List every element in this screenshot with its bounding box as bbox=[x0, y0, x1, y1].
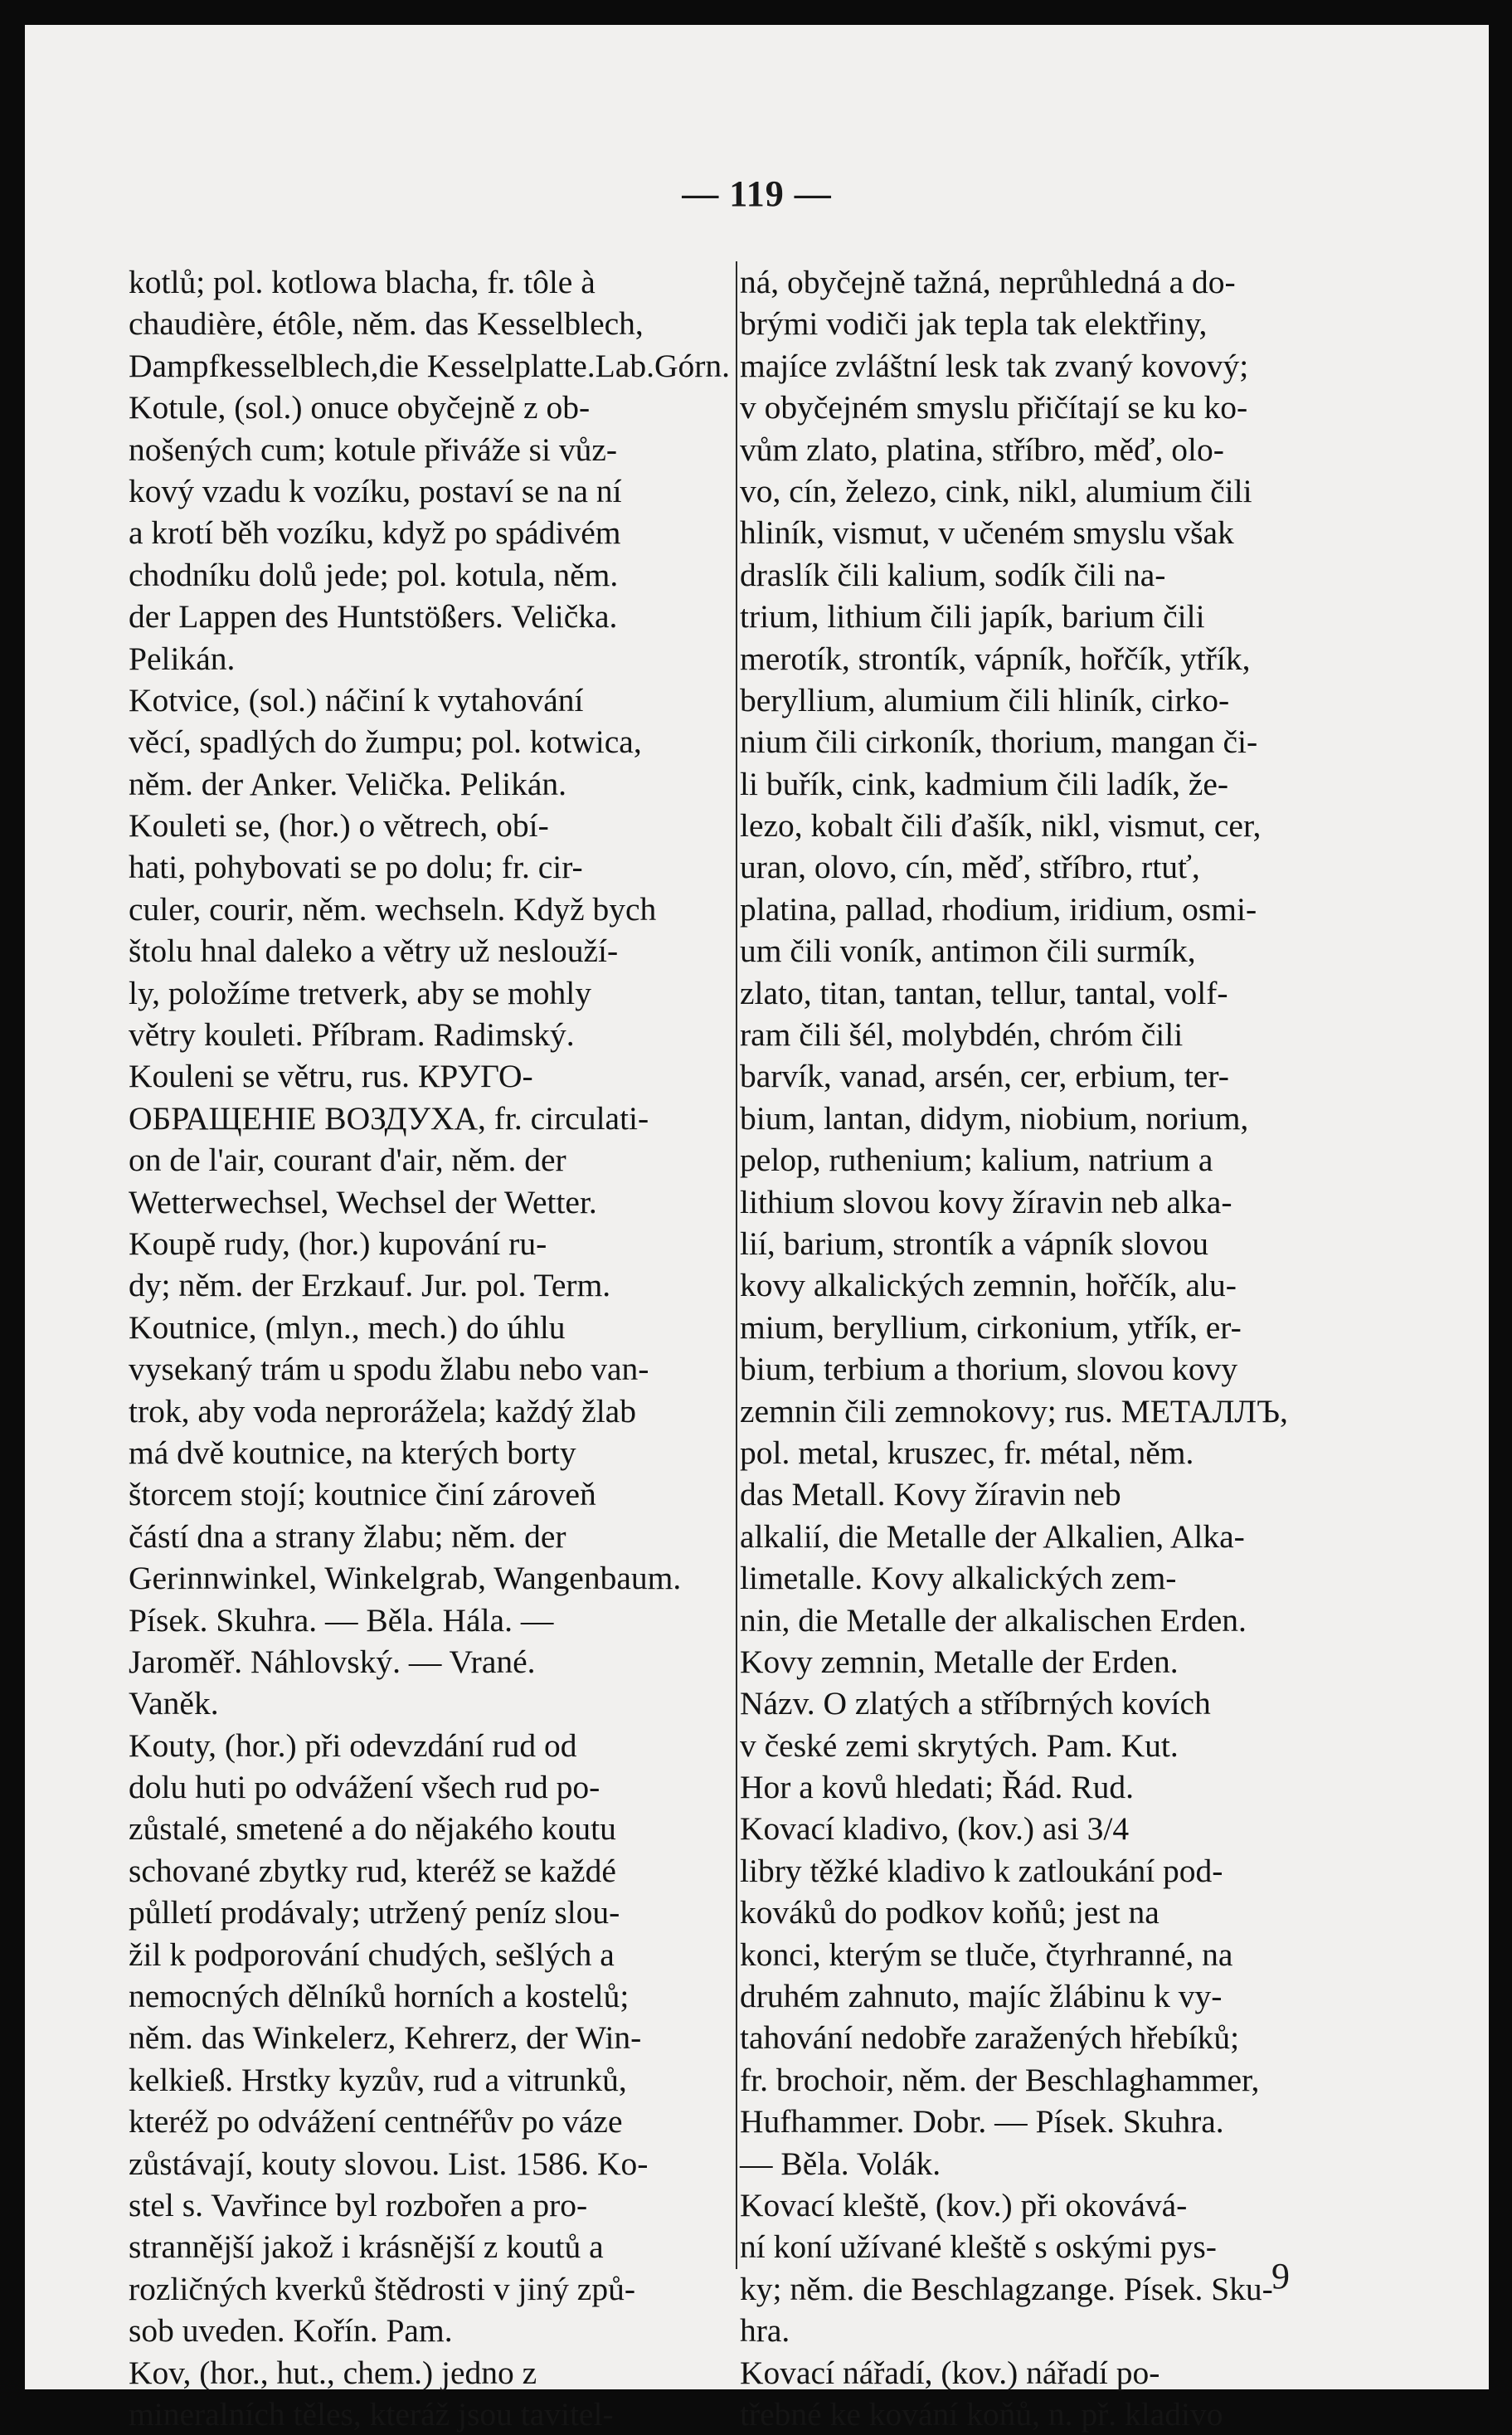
text-line: der Lappen des Huntstößers. Velička. bbox=[129, 598, 618, 636]
text-line: Kotvice, (sol.) náčiní k vytahování bbox=[129, 681, 584, 718]
text-line: uran, olovo, cín, měď, stříbro, rtuť, bbox=[740, 849, 1200, 886]
text-line: on de l'air, courant d'air, něm. der bbox=[129, 1142, 566, 1179]
text-line: libry těžké kladivo k zatloukání pod- bbox=[740, 1852, 1223, 1889]
text-line: ly, položíme tretverk, aby se mohly bbox=[129, 974, 591, 1011]
text-line: částí dna a strany žlabu; něm. der bbox=[129, 1517, 566, 1555]
book-page bbox=[25, 25, 1489, 2433]
text-line: Kouleti se, (hor.) o větrech, obí- bbox=[129, 807, 549, 845]
text-line: zůstalé, smetené a do nějakého koutu bbox=[129, 1810, 616, 1848]
text-line: má dvě koutnice, na kterých borty bbox=[129, 1434, 576, 1471]
text-line: Koupě rudy, (hor.) kupování ru- bbox=[129, 1225, 547, 1262]
text-line: lezo, kobalt čili ďašík, nikl, vismut, cer, bbox=[740, 807, 1262, 845]
text-line: žil k podporování chudých, sešlých a bbox=[129, 1936, 615, 1973]
text-line: trium, lithium čili japík, barium čili bbox=[740, 598, 1205, 636]
text-line: něm. der Anker. Velička. Pelikán. bbox=[129, 765, 567, 802]
text-line: strannější jakož i krásnější z koutů a bbox=[129, 2228, 604, 2266]
text-line: stel s. Vavřince byl rozbořen a pro- bbox=[129, 2186, 588, 2223]
text-line: Gerinnwinkel, Winkelgrab, Wangenbaum. bbox=[129, 1560, 682, 1597]
text-line: hliník, vismut, v učeném smyslu však bbox=[740, 514, 1234, 552]
text-line: Hufhammer. Dobr. — Písek. Skuhra. bbox=[740, 2103, 1224, 2140]
text-line: rozličných kverků štědrosti v jiný způ- bbox=[129, 2270, 635, 2307]
right-column bbox=[740, 261, 1352, 2435]
text-line: Hor a kovů hledati; Řád. Rud. bbox=[740, 1769, 1135, 1806]
text-line: majíce zvláštní lesk tak zvaný kovový; bbox=[740, 347, 1249, 384]
text-line: vysekaný trám u spodu žlabu nebo van- bbox=[129, 1351, 649, 1388]
text-line: chodníku dolů jede; pol. kotula, něm. bbox=[129, 556, 619, 593]
text-line: ky; něm. die Beschlagzange. Písek. Sku- bbox=[740, 2270, 1273, 2307]
text-line: kotlů; pol. kotlowa blacha, fr. tôle à bbox=[129, 264, 596, 300]
text-line: kelkieß. Hrstky kyzův, rud a vitrunků, bbox=[129, 2061, 627, 2098]
printer-signature-mark: 9 bbox=[1271, 2256, 1290, 2296]
text-line: vům zlato, platina, stříbro, měď, olo- bbox=[740, 431, 1224, 468]
text-line: um čili voník, antimon čili surmík, bbox=[740, 933, 1196, 970]
text-line: Kov, (hor., hut., chem.) jedno z bbox=[129, 2354, 537, 2391]
text-line: ní koní užívané kleště s oskými pys- bbox=[740, 2228, 1217, 2266]
text-line: štorcem stojí; koutnice činí zároveň bbox=[129, 1476, 596, 1513]
text-line: Kovací kladivo, (kov.) asi 3/4 bbox=[740, 1810, 1130, 1848]
text-line: kováků do podkov koňů; jest na bbox=[740, 1894, 1160, 1931]
text-line: sob uveden. Kořín. Pam. bbox=[129, 2312, 453, 2350]
text-line: Kouleni se větru, rus. КРУГО- bbox=[129, 1058, 533, 1095]
text-line: Kovací nářadí, (kov.) nářadí po- bbox=[740, 2354, 1160, 2391]
text-line: draslík čili kalium, sodík čili na- bbox=[740, 556, 1166, 593]
text-line: merotík, strontík, vápník, hořčík, ytřík, bbox=[740, 640, 1251, 677]
text-line: alkalií, die Metalle der Alkalien, Alka- bbox=[740, 1517, 1245, 1555]
text-line: li buřík, cink, kadmium čili ladík, že- bbox=[740, 765, 1229, 802]
text-line: bium, terbium a thorium, slovou kovy bbox=[740, 1351, 1238, 1388]
text-line: — Běla. Volák. bbox=[740, 2145, 941, 2182]
text-line: zůstávají, kouty slovou. List. 1586. Ko- bbox=[129, 2145, 649, 2182]
text-line: Pelikán. bbox=[129, 640, 236, 677]
text-line: Písek. Skuhra. — Běla. Hála. — bbox=[129, 1601, 554, 1639]
text-line: lií, barium, strontík a vápník slovou bbox=[740, 1225, 1209, 1262]
text-line: nošených cum; kotule přiváže si vůz- bbox=[129, 431, 618, 468]
text-line: ná, obyčejně tažná, neprůhledná a do- bbox=[740, 264, 1236, 300]
text-line: trok, aby voda neprorážela; každý žlab bbox=[129, 1392, 636, 1429]
text-line: kteréž po odvážení centnéřův po váze bbox=[129, 2103, 623, 2140]
text-line: limetalle. Kovy alkalických zem- bbox=[740, 1560, 1177, 1597]
text-line: barvík, vanad, arsén, cer, erbium, ter- bbox=[740, 1058, 1229, 1095]
text-line: Kotule, (sol.) onuce obyčejně z ob- bbox=[129, 389, 591, 426]
text-line: a krotí běh vozíku, když po spádivém bbox=[129, 514, 621, 552]
text-line: Kovy zemnin, Metalle der Erden. bbox=[740, 1643, 1179, 1680]
text-line: ram čili šél, molybdén, chróm čili bbox=[740, 1016, 1184, 1054]
text-line: nium čili cirkoník, thorium, mangan či- bbox=[740, 723, 1258, 761]
text-line: ОБРАЩЕНІЕ ВОЗДУХА, fr. circulati- bbox=[129, 1099, 649, 1137]
text-line: druhém zahnuto, majíc žlábinu k vy- bbox=[740, 1978, 1223, 2015]
text-line: hati, pohybovati se po dolu; fr. cir- bbox=[129, 849, 583, 886]
text-line: dolu huti po odvážení všech rud po- bbox=[129, 1769, 600, 1806]
text-line: něm. das Winkelerz, Kehrerz, der Win- bbox=[129, 2019, 642, 2057]
column-divider bbox=[736, 261, 737, 2269]
text-line: dy; něm. der Erzkauf. Jur. pol. Term. bbox=[129, 1267, 611, 1304]
text-line: beryllium, alumium čili hliník, cirko- bbox=[740, 681, 1230, 718]
text-line: Jaroměř. Náhlovský. — Vrané. bbox=[129, 1643, 536, 1680]
text-line: culer, courir, něm. wechseln. Když bych bbox=[129, 890, 657, 928]
text-line: platina, pallad, rhodium, iridium, osmi- bbox=[740, 890, 1257, 928]
text-line: větry kouleti. Příbram. Radimský. bbox=[129, 1016, 575, 1054]
text-line: mineralních těles, kteráž jsou tavitel- bbox=[129, 2395, 614, 2433]
text-line: kovy alkalických zemnin, hořčík, alu- bbox=[740, 1267, 1237, 1304]
text-line: lithium slovou kovy žíravin neb alka- bbox=[740, 1183, 1232, 1220]
text-line: fr. brochoir, něm. der Beschlaghammer, bbox=[740, 2061, 1260, 2098]
text-line: chaudière, étôle, něm. das Kesselblech, bbox=[129, 305, 644, 343]
text-line: Vaněk. bbox=[129, 1685, 219, 1722]
text-line: brými vodiči jak tepla tak elektřiny, bbox=[740, 305, 1208, 343]
text-line: bium, lantan, didym, niobium, norium, bbox=[740, 1099, 1249, 1137]
text-line: schované zbytky rud, kteréž se každé bbox=[129, 1852, 616, 1889]
text-line: věcí, spadlých do žumpu; pol. kotwica, bbox=[129, 723, 642, 761]
text-line: půlletí prodávaly; utržený peníz slou- bbox=[129, 1894, 620, 1931]
text-line: štolu hnal daleko a větry už neslouží- bbox=[129, 933, 619, 970]
text-line: nin, die Metalle der alkalischen Erden. bbox=[740, 1601, 1247, 1639]
text-line: kový vzadu k vozíku, postaví se na ní bbox=[129, 472, 622, 509]
text-line: vo, cín, železo, cink, nikl, alumium čili bbox=[740, 472, 1252, 509]
text-line: Kovací kleště, (kov.) při okovává- bbox=[740, 2186, 1188, 2223]
text-line: Názv. O zlatých a stříbrných kovích bbox=[740, 1685, 1211, 1722]
text-line: pelop, ruthenium; kalium, natrium a bbox=[740, 1142, 1213, 1179]
text-line: nemocných dělníků horních a kostelů; bbox=[129, 1978, 630, 2015]
text-line: zemnin čili zemnokovy; rus. МЕТАЛЛЪ, bbox=[740, 1392, 1288, 1429]
left-column bbox=[129, 261, 732, 2435]
text-line: Kouty, (hor.) při odevzdání rud od bbox=[129, 1726, 577, 1764]
text-line: mium, beryllium, cirkonium, ytřík, er- bbox=[740, 1308, 1242, 1346]
text-line: v české zemi skrytých. Pam. Kut. bbox=[740, 1726, 1179, 1764]
text-line: konci, kterým se tluče, čtyrhranné, na bbox=[740, 1936, 1233, 1973]
page-number: — 119 — bbox=[682, 173, 832, 214]
text-line: hra. bbox=[740, 2312, 790, 2350]
text-line: Wetterwechsel, Wechsel der Wetter. bbox=[129, 1183, 597, 1220]
text-line: Koutnice, (mlyn., mech.) do úhlu bbox=[129, 1308, 566, 1346]
text-line: tahování nedobře zaražených hřebíků; bbox=[740, 2019, 1240, 2057]
text-line: v obyčejném smyslu přičítají se ku ko- bbox=[740, 389, 1248, 426]
text-line: pol. metal, kruszec, fr. métal, něm. bbox=[740, 1434, 1194, 1471]
text-line: třebné ke kování koňů, n. př. kladivo bbox=[740, 2395, 1223, 2433]
text-line: Dampfkesselblech,die Kesselplatte.Lab.Górn. bbox=[129, 347, 731, 384]
text-line: das Metall. Kovy žíravin neb bbox=[740, 1476, 1121, 1513]
text-line: zlato, titan, tantan, tellur, tantal, volf- bbox=[740, 974, 1228, 1011]
